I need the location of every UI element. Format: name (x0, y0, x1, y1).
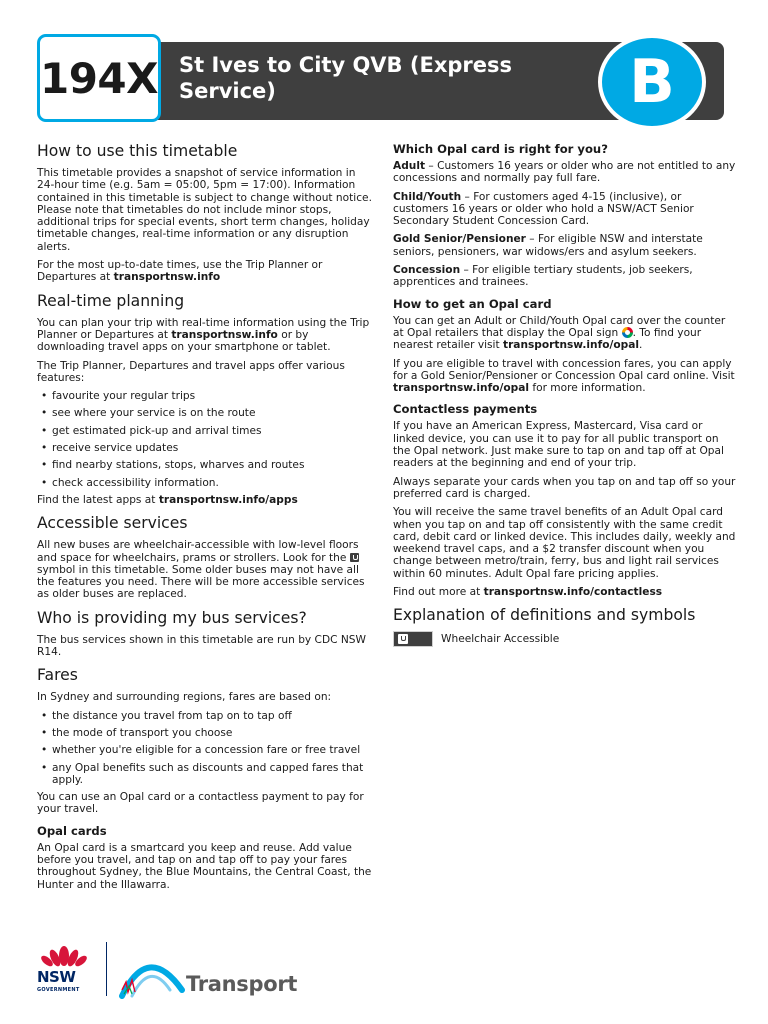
section-how-to-use (37, 142, 372, 284)
heading-contactless: Contactless payments (393, 402, 538, 417)
link-transportnsw-opal[interactable]: transportnsw.info/opal (503, 339, 640, 352)
get-card-text-b: . To find your nearest retailer visit (393, 326, 702, 352)
transport-logo-icon (118, 950, 186, 1000)
link-transportnsw-apps[interactable]: transportnsw.info/apps (158, 493, 298, 506)
list-item: • see where your service is on the route (37, 407, 372, 419)
section-opal-cards (37, 824, 372, 891)
route-title: St Ives to City QVB (Express Service) (179, 53, 512, 103)
opal-sign-icon (622, 327, 633, 338)
link-transportnsw-realtime[interactable]: transportnsw.info (171, 328, 278, 341)
section-fares (37, 666, 372, 815)
heading-realtime: Real-time planning (37, 291, 185, 310)
how-to-use-trip-planner (37, 259, 372, 284)
section-get-card (393, 297, 737, 395)
logo-divider (106, 942, 107, 996)
card-concession-label: Concession (393, 264, 461, 277)
trip-planner-text: For the most up-to-date times, use the Trip Planner or Departures at (37, 259, 323, 284)
nsw-wordmark: NSW (37, 968, 76, 986)
get-card-concession-text: If you are eligible to travel with concession fares, you can apply for a Gold Senior/Pensioner or Concession Opal card online. Visit (393, 357, 735, 382)
link-transportnsw-opal-2[interactable]: transportnsw.info/opal (393, 382, 529, 395)
card-child-text: – For customers aged 4-15 (inclusive), or customers 16 years or older who hold a NSW/ACT Senior Secondary Student Concession Card. (393, 190, 694, 228)
nsw-government-label: GOVERNMENT (37, 987, 80, 993)
list-item: • check accessibility information. (37, 477, 372, 489)
region-badge (598, 34, 706, 130)
accessible-text-a: All new buses are wheelchair-accessible with low-level floors and space for wheelchairs, prams or strollers. Look for the (37, 539, 359, 564)
card-senior (393, 233, 737, 258)
card-senior-label: Gold Senior/Pensioner (393, 233, 526, 246)
legend-wheelchair-label: Wheelchair Accessible (441, 633, 560, 646)
section-definitions (393, 606, 737, 647)
card-child-label: Child/Youth (393, 190, 462, 203)
list-item: • receive service updates (37, 442, 372, 454)
contactless-text-1: If you have an American Express, Mastercard, Visa card or linked device, you can use it to pay for all public transport on the Opal network. Just make sure to tap on and tap off at Opal readers at the beginning and end of your trip. (393, 420, 724, 470)
realtime-features-list (37, 390, 372, 489)
card-adult-label: Adult (393, 160, 426, 172)
contactless-more-text: Find out more at (393, 586, 484, 599)
heading-which-card: Which Opal card is right for you? (393, 142, 608, 156)
realtime-features-intro: The Trip Planner, Departures and travel apps offer various features: (37, 359, 345, 384)
link-transportnsw[interactable]: transportnsw.info (113, 271, 221, 284)
heading-how-to-use: How to use this timetable (37, 142, 238, 160)
link-transportnsw-contactless[interactable]: transportnsw.info/contactless (483, 586, 663, 599)
section-contactless (393, 402, 737, 598)
realtime-text-a: You can plan your trip with real-time information using the Trip Planner or Departures at (37, 316, 370, 341)
get-card-retailer (393, 315, 737, 352)
contactless-more (393, 586, 737, 598)
wheelchair-icon (398, 634, 408, 644)
get-card-text-a: You can get an Adult or Child/Youth Opal card over the counter at Opal retailers that display the Opal sign (393, 314, 726, 339)
list-item: • the mode of transport you choose (37, 727, 372, 739)
fares-list (37, 710, 372, 786)
heading-accessible: Accessible services (37, 514, 188, 533)
card-concession-text: – For eligible tertiary students, job seekers, apprentices and trainees. (393, 264, 693, 289)
contactless-text-3: You will receive the same travel benefits of an Adult Opal card when you tap on and tap off consistently with the same credit card, debit card or linked device. This includes daily, weekly and weekend travel caps, and a $2 transfer discount when you change between metro/train, ferry, bus and light rail services within 60 minutes. Adult Opal fare pricing applies. (393, 506, 736, 580)
provider-text: The bus services shown in this timetable are run by CDC NSW R14. (37, 633, 367, 659)
list-item: • find nearby stations, stops, wharves and routes (37, 459, 372, 471)
accessible-text-b: symbol in this timetable. Some older buses may not have all the features you need. There will be more accessible services as older buses are replaced. (37, 563, 365, 601)
section-provider (37, 609, 372, 659)
section-realtime (37, 292, 372, 507)
accessible-text (37, 539, 372, 600)
opal-cards-text: An Opal card is a smartcard you keep and reuse. Add value before you travel, and tap on and tap off to pay your fares throughout Sydney, the Blue Mountains, the Central Coast, the Hunter and the Illawarra. (37, 841, 372, 891)
transport-wordmark: Transport (186, 972, 298, 996)
wheelchair-icon (350, 553, 359, 562)
route-number: 194X (39, 53, 159, 103)
get-card-concession (393, 358, 737, 395)
list-item: • any Opal benefits such as discounts and capped fares that apply. (37, 762, 372, 787)
list-item: • get estimated pick-up and arrival times (37, 425, 372, 437)
heading-fares: Fares (37, 666, 78, 685)
get-card-concession-tail: for more information. (529, 382, 646, 395)
left-column (37, 142, 372, 899)
right-column (393, 142, 737, 655)
card-child (393, 191, 737, 228)
section-which-card (393, 142, 737, 289)
card-adult-text: – Customers 16 years or older who are not entitled to any concessions and normally pay full fare. (393, 160, 736, 185)
region-letter: B (629, 47, 675, 117)
card-senior-text: – For eligible NSW and interstate seniors, pensioners, war widows/ers and asylum seekers. (393, 233, 703, 258)
apps-text: Find the latest apps at (37, 493, 159, 506)
heading-definitions: Explanation of definitions and symbols (393, 606, 696, 625)
route-number-box (37, 34, 161, 122)
section-accessible (37, 514, 372, 600)
legend-wheelchair-key (393, 631, 433, 647)
heading-get-card: How to get an Opal card (393, 296, 552, 311)
realtime-apps (37, 494, 372, 506)
realtime-text-b: or by downloading travel apps on your smartphone or tablet. (37, 328, 331, 354)
heading-opal-cards: Opal cards (37, 823, 107, 838)
list-item: • the distance you travel from tap on to tap off (37, 710, 372, 722)
card-adult (393, 160, 737, 185)
how-to-use-text: This timetable provides a snapshot of service information in 24-hour time (e.g. 5am = 05:00, 5pm = 17:00). Information contained in this timetable is subject to change without notice. Please note that timetables do not include minor stops, additional trips for special events, short term changes, holiday timetable changes, real-time information or any disruption alerts. (37, 167, 372, 253)
contactless-text-2: Always separate your cards when you tap on and tap off so your preferred card is charged. (393, 475, 736, 500)
get-card-text-end: . (639, 339, 643, 352)
legend-wheelchair (393, 631, 737, 647)
fares-intro: In Sydney and surrounding regions, fares are based on: (37, 691, 332, 704)
fares-payment: You can use an Opal card or a contactless payment to pay for your travel. (37, 791, 364, 816)
card-concession (393, 264, 737, 289)
heading-provider: Who is providing my bus services? (37, 608, 307, 627)
list-item: • whether you're eligible for a concession fare or free travel (37, 744, 372, 756)
list-item: • favourite your regular trips (37, 390, 372, 402)
realtime-text (37, 317, 372, 354)
